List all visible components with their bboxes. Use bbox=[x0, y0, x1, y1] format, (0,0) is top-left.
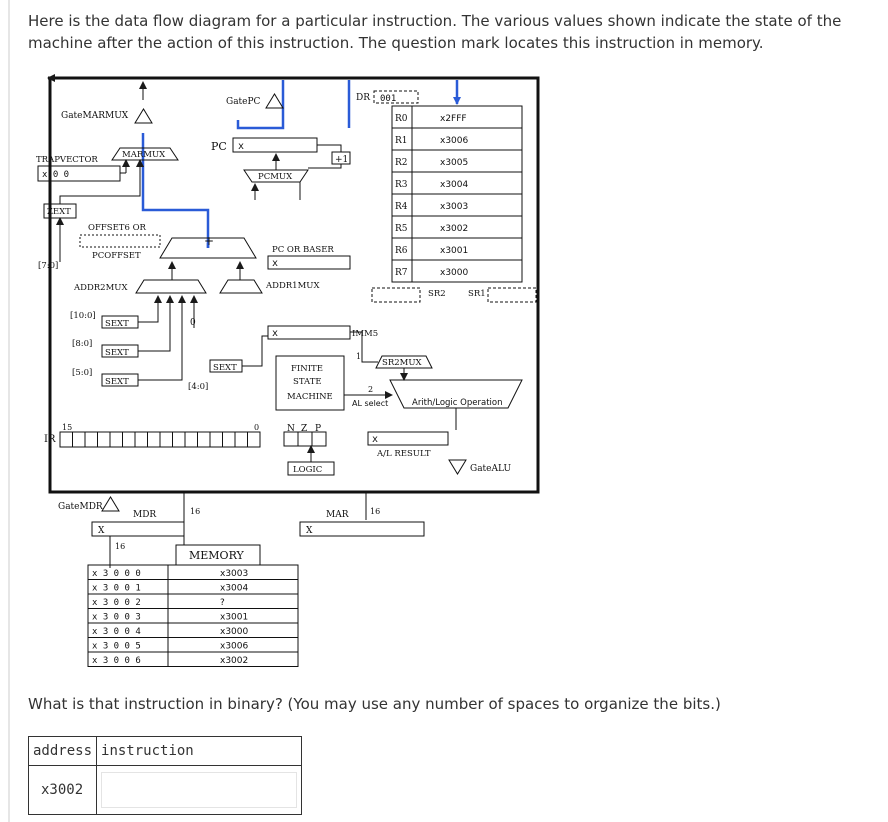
pc-or-baser-label: PC OR BASER bbox=[272, 245, 334, 255]
gatepc-tristate bbox=[266, 94, 283, 108]
ir-bit-15: 15 bbox=[62, 423, 73, 432]
register-name: R4 bbox=[395, 202, 408, 212]
logic-label: LOGIC bbox=[293, 465, 323, 475]
fsm-state: STATE bbox=[293, 377, 322, 387]
register-value: x3005 bbox=[440, 158, 469, 168]
mar-width: 16 bbox=[370, 507, 381, 516]
memory-address: x 3 0 0 0 bbox=[92, 569, 141, 579]
sr2-label: SR2 bbox=[428, 289, 446, 299]
instruction-register bbox=[60, 432, 260, 447]
ir-bit-cell bbox=[148, 432, 161, 447]
answer-instruction-cell bbox=[97, 766, 302, 815]
al-select-label: AL select bbox=[352, 399, 389, 408]
register-name: R1 bbox=[395, 136, 408, 146]
address-header: address bbox=[29, 737, 97, 766]
register-file bbox=[392, 106, 522, 282]
offset6-label: OFFSET6 OR bbox=[88, 223, 146, 233]
ir-bit-cell bbox=[185, 432, 198, 447]
answer-table bbox=[28, 736, 302, 815]
ir-bit-cell bbox=[85, 432, 98, 447]
nzp-cell bbox=[312, 432, 326, 446]
offset-reg bbox=[80, 235, 160, 247]
mar-value: X bbox=[306, 526, 313, 536]
ir-bit-cell bbox=[235, 432, 248, 447]
sext-11-label: SEXT bbox=[105, 319, 129, 329]
register-value: x3002 bbox=[440, 224, 469, 234]
register-name: R0 bbox=[395, 114, 408, 124]
ir-bit-cell bbox=[223, 432, 236, 447]
mdr-label: MDR bbox=[133, 510, 157, 520]
sext-9-label: SEXT bbox=[105, 348, 129, 358]
nzp-flag-z: Z bbox=[301, 424, 308, 434]
memory-value: x3004 bbox=[220, 583, 249, 594]
instruction-input[interactable] bbox=[101, 772, 297, 808]
register-name: R6 bbox=[395, 246, 408, 256]
alu-operation-label: Arith/Logic Operation bbox=[412, 398, 503, 408]
zero-label: 0 bbox=[190, 318, 196, 328]
sr1-label: SR1 bbox=[468, 289, 486, 299]
ir-5-0-label: [5:0] bbox=[72, 368, 93, 378]
memory-value: x3006 bbox=[220, 641, 249, 652]
sr-box-left bbox=[372, 288, 420, 302]
mar-label: MAR bbox=[326, 510, 349, 520]
mdr-value: X bbox=[98, 526, 105, 536]
baser-value: x bbox=[272, 258, 279, 269]
addr1mux bbox=[220, 280, 262, 293]
ir-label: IR bbox=[44, 434, 56, 445]
bus-width-left: 16 bbox=[190, 507, 201, 516]
nzp-flag-p: P bbox=[315, 424, 322, 434]
ir-10-0-label: [10:0] bbox=[70, 311, 96, 321]
pc-label: PC bbox=[211, 140, 227, 153]
plus-one-label: +1 bbox=[335, 155, 349, 165]
nzp-register bbox=[284, 424, 326, 446]
imm5-reg bbox=[268, 326, 350, 339]
nzp-cell bbox=[298, 432, 312, 446]
register-name: R5 bbox=[395, 224, 408, 234]
alu-result-reg bbox=[368, 432, 448, 445]
ir-bit-cell bbox=[73, 432, 86, 447]
pc-register bbox=[233, 138, 317, 152]
ir-bit-cell bbox=[123, 432, 136, 447]
nzp-cell bbox=[284, 432, 298, 446]
gatepc-label: GatePC bbox=[226, 97, 261, 107]
ir-bit-cell bbox=[198, 432, 211, 447]
memory-table bbox=[88, 565, 298, 667]
trapvector-label: TRAPVECTOR bbox=[36, 155, 98, 165]
answer-header-row bbox=[29, 737, 302, 766]
dr-label: DR bbox=[356, 93, 370, 103]
memory-address: x 3 0 0 5 bbox=[92, 641, 141, 652]
ir-4-0-label: [4:0] bbox=[188, 382, 209, 392]
active-path bbox=[143, 80, 457, 248]
memory-value: x3002 bbox=[220, 656, 249, 666]
ir-bit-cell bbox=[98, 432, 111, 447]
imm5-label: IMM5 bbox=[352, 329, 379, 339]
sr-box-right bbox=[488, 288, 536, 302]
register-value: x3003 bbox=[440, 202, 469, 212]
pc-value: x bbox=[238, 141, 245, 152]
memory-address: x 3 0 0 3 bbox=[92, 612, 141, 623]
dr-value: 001 bbox=[380, 94, 397, 104]
zext-label: ZEXT bbox=[47, 207, 71, 217]
gatemarmux-label: GateMARMUX bbox=[61, 111, 129, 121]
mdr-width: 16 bbox=[115, 542, 126, 551]
instruction-header: instruction bbox=[97, 737, 302, 766]
addr1mux-label: ADDR1MUX bbox=[266, 281, 320, 291]
sr2mux-label: SR2MUX bbox=[382, 358, 422, 368]
register-value: x3004 bbox=[440, 180, 469, 190]
register-value: x3000 bbox=[440, 268, 469, 278]
ir-bit-cell bbox=[135, 432, 148, 447]
memory-address: x 3 0 0 6 bbox=[92, 656, 141, 666]
register-value: x3001 bbox=[440, 246, 469, 256]
marmux-label: MARMUX bbox=[122, 150, 166, 160]
ir-bit-0: 0 bbox=[254, 423, 260, 432]
gatealu-tristate bbox=[449, 460, 466, 474]
memory-value: ? bbox=[220, 598, 225, 608]
intro-text: Here is the data flow diagram for a particular instruction. The various values shown indicate the state of the machine after the action of this instruction. The question mark locates this instruction in memory. bbox=[28, 12, 842, 52]
ir-8-0-label: [8:0] bbox=[72, 339, 93, 349]
pcoffset-label: PCOFFSET bbox=[92, 251, 141, 261]
ir-bit-cell bbox=[210, 432, 223, 447]
answer-address: x3002 bbox=[29, 766, 97, 815]
trapvector-value: x 0 0 bbox=[42, 170, 70, 180]
memory-label: MEMORY bbox=[189, 549, 244, 562]
memory-value: x3003 bbox=[220, 569, 249, 579]
ir-bit-cell bbox=[60, 432, 73, 447]
gatemarmux-tristate bbox=[135, 109, 152, 123]
ir-bit-cell bbox=[110, 432, 123, 447]
memory-address: x 3 0 0 2 bbox=[92, 598, 141, 608]
gatemdr-tristate bbox=[102, 497, 119, 511]
nzp-flag-n: N bbox=[287, 424, 295, 434]
ir-bit-cell bbox=[160, 432, 173, 447]
ir-bit-cell bbox=[248, 432, 261, 447]
sext-5-label: SEXT bbox=[213, 363, 237, 373]
register-value: x3006 bbox=[440, 136, 469, 146]
addr2mux bbox=[136, 280, 206, 293]
fsm-finite: FINITE bbox=[291, 364, 323, 374]
ir-7-0-label: [7:0] bbox=[38, 261, 59, 271]
register-name: R7 bbox=[395, 268, 408, 278]
sr2mux-one: 1 bbox=[356, 352, 362, 361]
register-value: x2FFF bbox=[440, 114, 467, 124]
adder-plus: + bbox=[204, 234, 215, 248]
sext-6-label: SEXT bbox=[105, 377, 129, 387]
ir-bit-cell bbox=[173, 432, 186, 447]
answer-row bbox=[29, 766, 302, 815]
register-name: R2 bbox=[395, 158, 408, 168]
baser-reg bbox=[268, 256, 350, 269]
gatealu-label: GateALU bbox=[470, 464, 512, 474]
al-select-two: 2 bbox=[368, 385, 374, 394]
alu-result-value: x bbox=[372, 434, 379, 445]
gatemdr-label: GateMDR bbox=[58, 502, 103, 512]
imm5-value: x bbox=[272, 328, 279, 339]
memory-value: x3001 bbox=[220, 612, 249, 623]
fsm-machine: MACHINE bbox=[287, 392, 333, 402]
addr2mux-label: ADDR2MUX bbox=[74, 283, 128, 293]
mdr-register bbox=[92, 522, 184, 536]
memory-address: x 3 0 0 1 bbox=[92, 583, 141, 594]
register-name: R3 bbox=[395, 180, 408, 190]
memory-address: x 3 0 0 4 bbox=[92, 627, 141, 637]
al-result-label: A/L RESULT bbox=[377, 449, 431, 459]
memory-value: x3000 bbox=[220, 627, 249, 637]
pcmux-label: PCMUX bbox=[258, 172, 293, 182]
mar-register bbox=[300, 522, 424, 536]
question-text: What is that instruction in binary? (You may use any number of spaces to organize the bits.) bbox=[28, 695, 721, 713]
